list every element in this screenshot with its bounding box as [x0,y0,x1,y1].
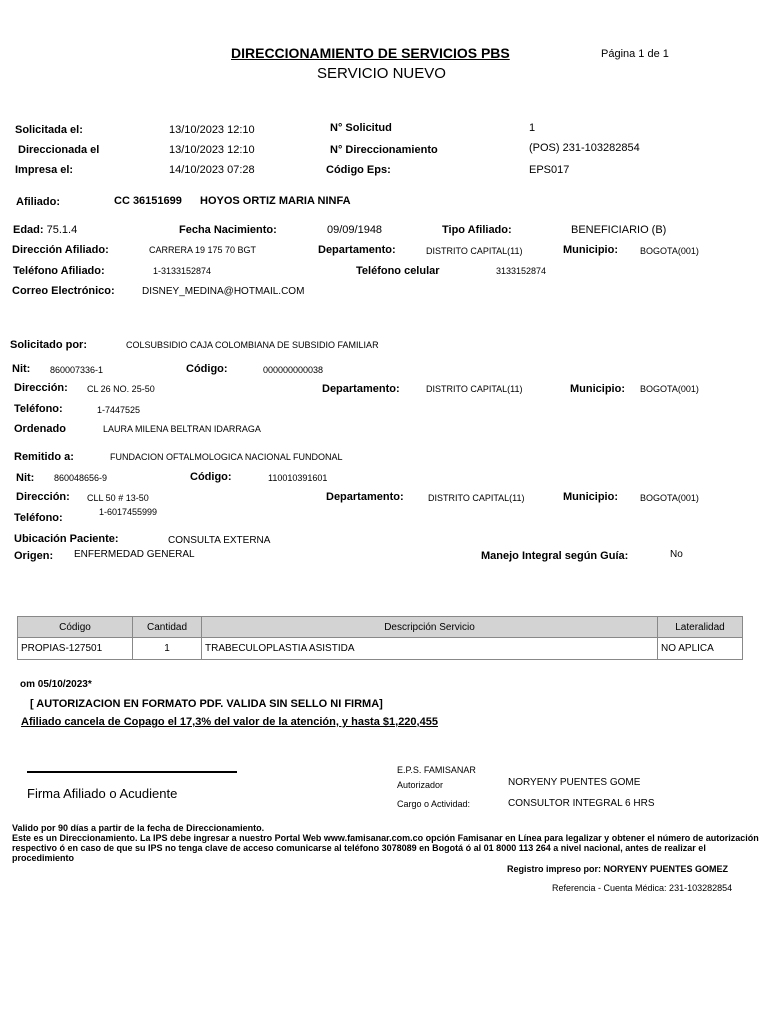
autorizador-label: Autorizador [397,780,444,790]
afiliado-name: HOYOS ORTIZ MARIA NINFA [200,195,351,207]
column-header-lateralidad: Lateralidad [658,617,743,638]
nsolicitud-label: N° Solicitud [330,122,392,134]
codigo-eps-label: Código Eps: [326,164,391,176]
ndireccionamiento-label: N° Direccionamiento [330,144,438,156]
legal-text: Este es un Direccionamiento. La IPS debe ingresar a nuestro Portal Web www.famisanar.com.co opción Famisanar en Línea para legalizar y obtener el número de autorización respectivo ó en caso de que su IPS no tenga clave de acceso comunicarse al teléfono 3078089 en Bogotá ó al 01 8000 113 264 a nivel nacional, antes de realizar el procedimiento [12,833,759,863]
afiliado-id: CC 36151699 [114,195,182,207]
manejo-integral-label: Manejo Integral según Guía: [481,550,629,562]
table-row [18,638,743,660]
remitido-nit-value: 860048656-9 [54,473,108,483]
remitido-codigo-value: 110010391601 [268,473,328,483]
cargo-value: CONSULTOR INTEGRAL 6 HRS [508,798,655,809]
direccion-afiliado-value: CARRERA 19 175 70 BGT [149,245,257,255]
footer-notes [12,823,762,863]
nsolicitud-value: 1 [529,122,536,134]
manejo-integral-value: No [670,549,683,560]
solicitado-por-label: Solicitado por: [10,339,87,351]
eps-name: E.P.S. FAMISANAR [397,765,476,775]
telefono-celular-label: Teléfono celular [356,265,440,277]
solicitante-nit-value: 860007336-1 [50,365,104,375]
solicitante-telefono-label: Teléfono: [14,403,63,415]
page-number: Página 1 de 1 [601,48,669,60]
remitido-codigo-label: Código: [190,471,232,483]
autorizador-value: NORYENY PUENTES GOME [508,777,641,788]
cell-lateralidad: NO APLICA [658,638,743,660]
solicitante-telefono-value: 1-7447525 [97,405,141,415]
remitido-depto-label: Departamento: [326,491,404,503]
note-autorizacion: [ AUTORIZACION EN FORMATO PDF. VALIDA SIN SELLO NI FIRMA] [30,698,383,710]
edad-label: Edad: 75.1.4 [13,224,78,236]
impresa-value: 14/10/2023 07:28 [169,164,255,176]
afiliado-depto-value: DISTRITO CAPITAL(11) [426,246,523,256]
fecha-nacimiento-label: Fecha Nacimiento: [179,224,277,236]
document-subtitle: SERVICIO NUEVO [317,65,446,82]
signature-line [27,771,237,773]
remitido-telefono-label: Teléfono: [14,512,63,524]
remitido-nit-label: Nit: [16,472,35,484]
solicitante-codigo-value: 000000000038 [263,365,324,375]
solicitada-label: Solicitada el: [15,124,83,136]
ordenado-label: Ordenado [14,423,66,435]
column-header-cantidad: Cantidad [133,617,202,638]
solicitante-nit-label: Nit: [12,363,31,375]
note-fecha: om 05/10/2023* [20,679,92,690]
afiliado-depto-label: Departamento: [318,244,396,256]
solicitante-municipio-value: BOGOTA(001) [640,384,699,394]
solicitante-depto-value: DISTRITO CAPITAL(11) [426,384,523,394]
remitido-municipio-label: Municipio: [563,491,618,503]
origen-value: ENFERMEDAD GENERAL [74,549,195,560]
direccionada-value: 13/10/2023 12:10 [169,144,255,156]
correo-label: Correo Electrónico: [12,285,115,297]
remitido-telefono-value: 1-6017455999 [99,507,158,517]
impresa-label: Impresa el: [15,164,74,176]
validity-text: Valido por 90 días a partir de la fecha de Direccionamiento. [12,823,265,833]
ordenado-value: LAURA MILENA BELTRAN IDARRAGA [103,424,261,434]
registro-impreso: Registro impreso por: NORYENY PUENTES GOMEZ [507,864,729,874]
direccion-afiliado-label: Dirección Afiliado: [12,244,109,256]
edad-value: 75.1.4 [46,224,78,236]
fecha-nacimiento-value: 09/09/1948 [327,224,383,236]
afiliado-municipio-value: BOGOTA(001) [640,246,699,256]
direccionada-label: Direccionada el [18,144,100,156]
solicitante-direccion-value: CL 26 NO. 25-50 [87,384,155,394]
solicitante-depto-label: Departamento: [322,383,400,395]
solicitante-direccion-label: Dirección: [14,382,68,394]
solicitante-codigo-label: Código: [186,363,228,375]
cell-codigo: PROPIAS-127501 [18,638,133,660]
remitido-municipio-value: BOGOTA(001) [640,493,699,503]
telefono-afiliado-label: Teléfono Afiliado: [13,265,105,277]
remitido-direccion-value: CLL 50 # 13-50 [87,493,149,503]
services-table [17,616,743,660]
solicitante-municipio-label: Municipio: [570,383,625,395]
afiliado-municipio-label: Municipio: [563,244,618,256]
origen-label: Origen: [14,550,54,562]
telefono-afiliado-value: 1-3133152874 [153,266,212,276]
tipo-afiliado-label: Tipo Afiliado: [442,224,512,236]
solicitada-value: 13/10/2023 12:10 [169,124,255,136]
solicitado-por-value: COLSUBSIDIO CAJA COLOMBIANA DE SUBSIDIO FAMILIAR [126,340,379,350]
cargo-label: Cargo o Actividad: [397,799,471,809]
column-header-descripcion: Descripción Servicio [202,617,658,638]
remitido-value: FUNDACION OFTALMOLOGICA NACIONAL FUNDONAL [110,452,343,462]
codigo-eps-value: EPS017 [529,164,570,176]
ubicacion-value: CONSULTA EXTERNA [168,535,271,546]
column-header-codigo: Código [18,617,133,638]
remitido-depto-value: DISTRITO CAPITAL(11) [428,493,525,503]
tipo-afiliado-value: BENEFICIARIO (B) [571,224,667,236]
telefono-celular-value: 3133152874 [496,266,547,276]
document-title: DIRECCIONAMIENTO DE SERVICIOS PBS [231,45,510,61]
correo-value: DISNEY_MEDINA@HOTMAIL.COM [142,286,305,297]
ubicacion-label: Ubicación Paciente: [14,533,119,545]
cell-descripcion: TRABECULOPLASTIA ASISTIDA [202,638,658,660]
afiliado-label: Afiliado: [16,196,60,208]
referencia-cuenta: Referencia - Cuenta Médica: 231-103282854 [552,883,733,893]
services-header-row [18,617,743,638]
cell-cantidad: 1 [133,638,202,660]
note-copago: Afiliado cancela de Copago el 17,3% del valor de la atención, y hasta $1,220,455 [21,716,438,728]
remitido-label: Remitido a: [14,451,74,463]
ndireccionamiento-value: (POS) 231-103282854 [529,142,640,154]
remitido-direccion-label: Dirección: [16,491,70,503]
firma-label: Firma Afiliado o Acudiente [27,786,178,801]
